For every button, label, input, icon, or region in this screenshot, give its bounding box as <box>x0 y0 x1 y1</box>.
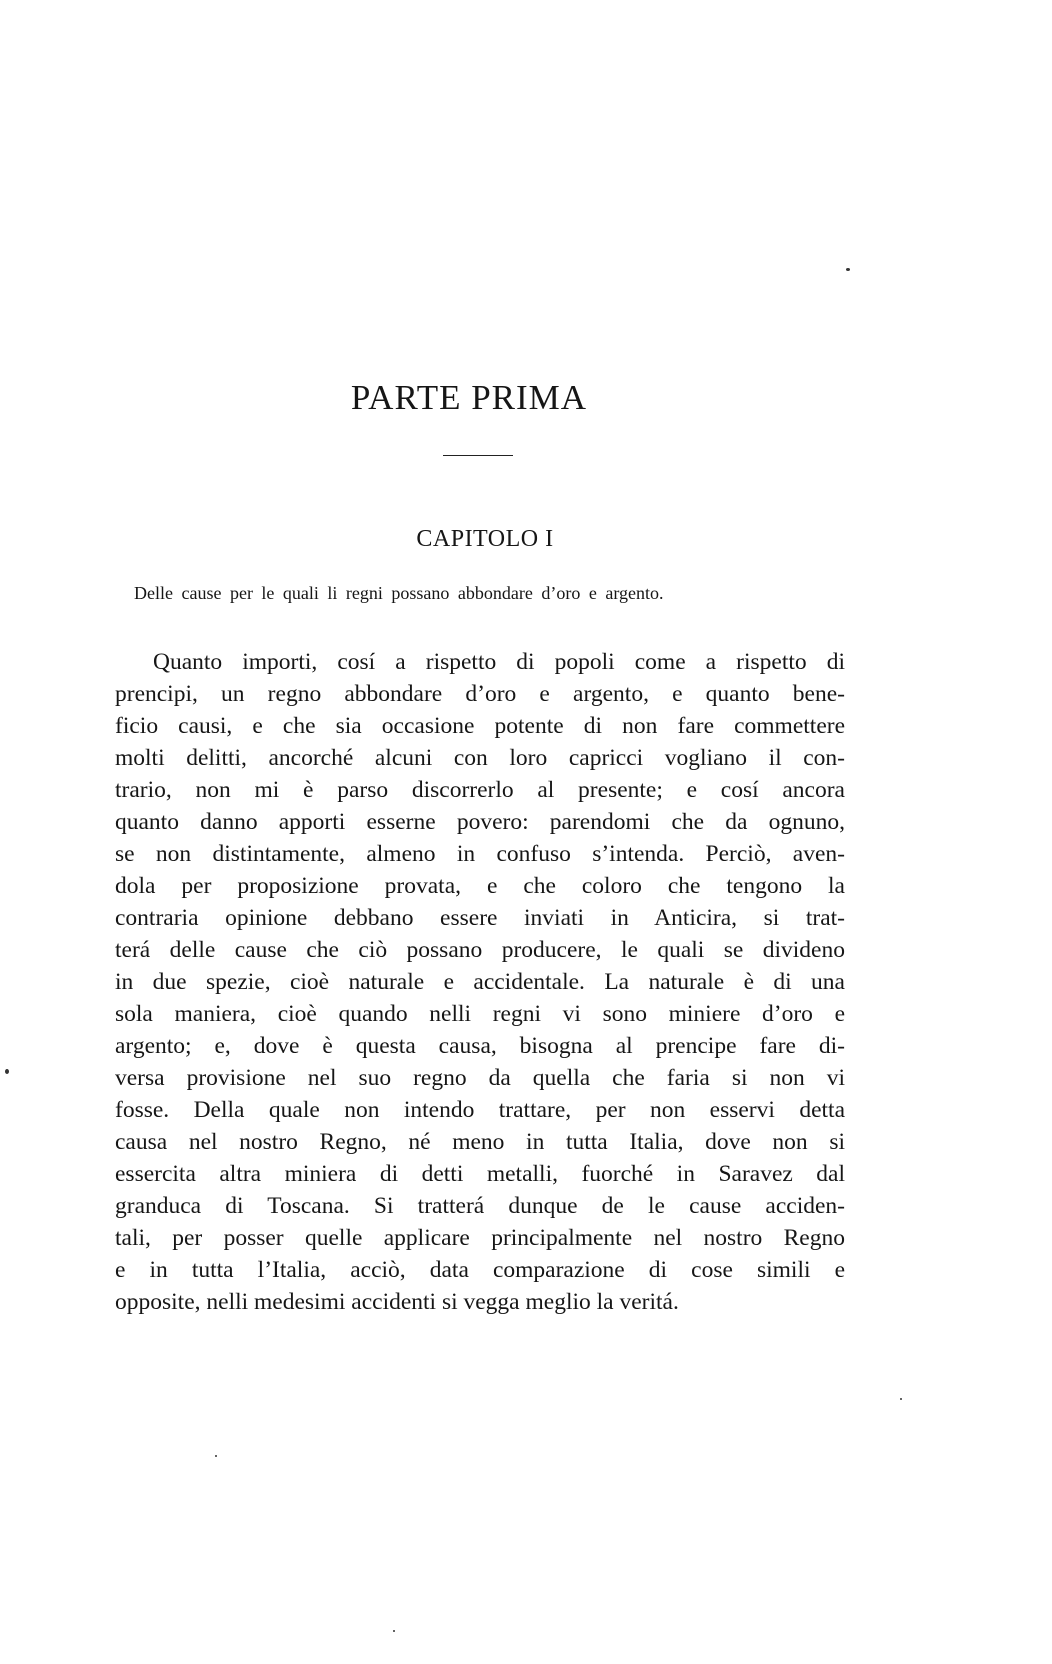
paragraph-line: granduca di Toscana. Si tratterá dunque de le cause acciden- <box>115 1193 845 1219</box>
scan-speck <box>215 1455 217 1457</box>
paragraph-line: opposite, nelli medesimi accidenti si vegga meglio la veritá. <box>115 1289 679 1315</box>
chapter-subtitle: Delle cause per le quali li regni possano abbondare d’oro e argento. <box>134 583 664 603</box>
paragraph-line: ficio causi, e che sia occasione potente di non fare commettere <box>115 713 845 739</box>
paragraph-line: quanto danno apporti esserne povero: parendomi che da ognuno, <box>115 809 845 835</box>
paragraph-line: in due spezie, cioè naturale e accidentale. La naturale è di una <box>115 969 845 995</box>
paragraph-line: trario, non mi è parso discorrerlo al presente; e cosí ancora <box>115 777 845 803</box>
scan-speck <box>846 268 850 271</box>
paragraph-line: essercita altra miniera di detti metalli, fuorché in Saravez dal <box>115 1161 845 1187</box>
chapter-paragraph <box>115 646 845 1318</box>
scan-speck <box>5 1069 9 1074</box>
paragraph-line: se non distintamente, almeno in confuso s’intenda. Perciò, aven- <box>115 841 845 867</box>
paragraph-line: sola maniera, cioè quando nelli regni vi sono miniere d’oro e <box>115 1001 845 1027</box>
paragraph-line: dola per proposizione provata, e che coloro che tengono la <box>115 873 845 899</box>
paragraph-line: prencipi, un regno abbondare d’oro e argento, e quanto bene- <box>115 681 845 707</box>
paragraph-line: causa nel nostro Regno, né meno in tutta Italia, dove non si <box>115 1129 845 1155</box>
paragraph-line: molti delitti, ancorché alcuni con loro capricci vogliano il con- <box>115 745 845 771</box>
paragraph-line: terá delle cause che ciò possano producere, le quali se divideno <box>115 937 845 963</box>
paragraph-line: argento; e, dove è questa causa, bisogna al prencipe fare di- <box>115 1033 845 1059</box>
paragraph-line: versa provisione nel suo regno da quella che faria si non vi <box>115 1065 845 1091</box>
paragraph-line: Quanto importi, cosí a rispetto di popoli come a rispetto di <box>153 649 845 675</box>
paragraph-line: tali, per posser quelle applicare principalmente nel nostro Regno <box>115 1225 845 1251</box>
scan-speck <box>900 1398 902 1400</box>
title-rule <box>443 455 513 456</box>
part-title: PARTE PRIMA <box>350 378 588 417</box>
chapter-title: CAPITOLO I <box>416 526 554 552</box>
paragraph-line: e in tutta l’Italia, acciò, data comparazione di cose simili e <box>115 1257 845 1283</box>
scan-speck <box>393 1630 395 1632</box>
paragraph-line: fosse. Della quale non intendo trattare, per non esservi detta <box>115 1097 845 1123</box>
paragraph-line: contraria opinione debbano essere inviati in Anticira, si trat- <box>115 905 845 931</box>
